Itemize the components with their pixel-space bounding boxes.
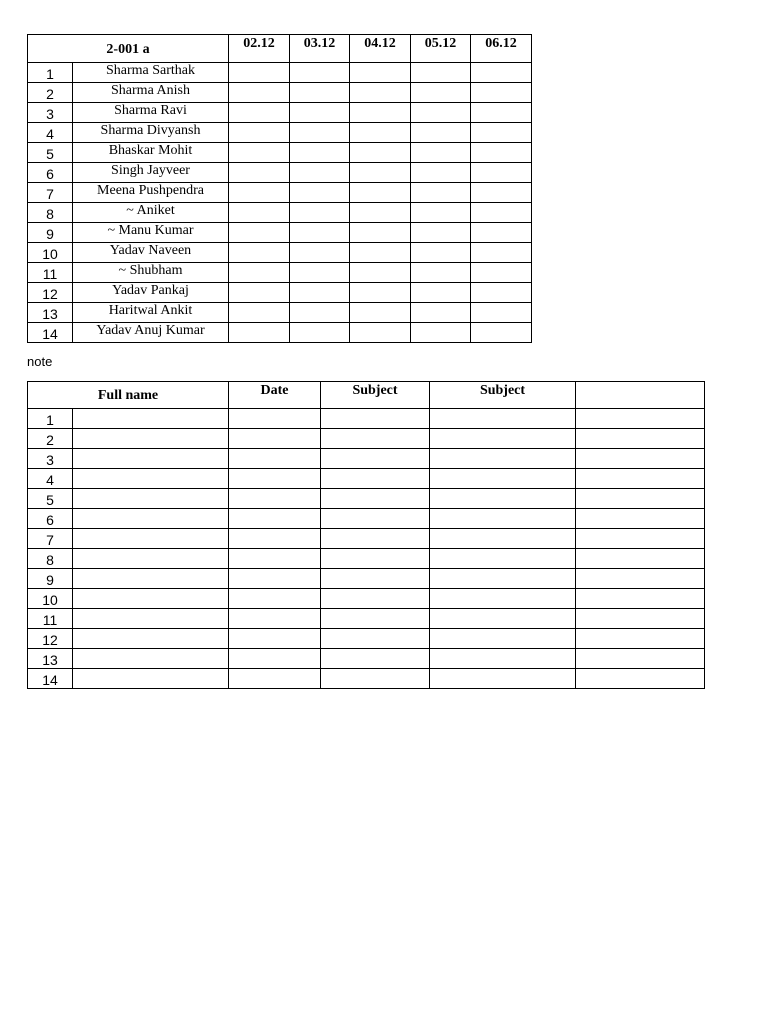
date-column-header: Date [229,382,321,409]
attendance-cell[interactable] [290,83,350,103]
row-number: 1 [28,409,73,429]
row-number: 5 [28,489,73,509]
student-row [28,83,532,103]
student-name: Meena Pushpendra [73,183,229,203]
subject-cell[interactable] [430,649,576,669]
attendance-cell[interactable] [229,263,290,283]
note-label: note [27,354,53,369]
note-row [28,509,705,529]
student-name: Sharma Sarthak [73,63,229,83]
student-row [28,223,532,243]
group-title: 2-001 a [28,35,229,63]
attendance-cell[interactable] [471,283,532,303]
blank-cell[interactable] [576,489,705,509]
attendance-cell[interactable] [350,123,411,143]
row-number: 13 [28,649,73,669]
attendance-cell[interactable] [290,263,350,283]
blank-cell[interactable] [576,469,705,489]
row-number: 6 [28,509,73,529]
date-header: 04.12 [350,35,411,63]
date-cell[interactable] [229,409,321,429]
blank-cell[interactable] [576,529,705,549]
date-header: 03.12 [290,35,350,63]
attendance-cell[interactable] [229,323,290,343]
row-number: 8 [28,203,73,223]
note-row [28,469,705,489]
subject-cell[interactable] [430,669,576,689]
fullname-header: Full name [28,382,229,409]
row-number: 7 [28,183,73,203]
blank-cell[interactable] [576,569,705,589]
subject-cell[interactable] [321,609,430,629]
attendance-cell[interactable] [471,263,532,283]
row-number: 11 [28,263,73,283]
row-number: 6 [28,163,73,183]
subject-cell[interactable] [321,529,430,549]
attendance-cell[interactable] [350,283,411,303]
row-number: 9 [28,223,73,243]
date-header: 05.12 [411,35,471,63]
attendance-cell[interactable] [350,303,411,323]
subject-cell[interactable] [430,409,576,429]
fullname-cell[interactable] [73,629,229,649]
subject-cell[interactable] [430,549,576,569]
date-cell[interactable] [229,629,321,649]
fullname-cell[interactable] [73,409,229,429]
subject-cell[interactable] [430,489,576,509]
student-name: ~ Manu Kumar [73,223,229,243]
row-number: 4 [28,123,73,143]
subject-cell[interactable] [321,549,430,569]
attendance-cell[interactable] [350,223,411,243]
attendance-cell[interactable] [290,203,350,223]
student-row [28,263,532,283]
attendance-cell[interactable] [290,323,350,343]
attendance-cell[interactable] [411,283,471,303]
blank-column-header [576,382,705,409]
date-cell[interactable] [229,449,321,469]
attendance-cell[interactable] [471,303,532,323]
row-number: 11 [28,609,73,629]
fullname-cell[interactable] [73,609,229,629]
attendance-cell[interactable] [411,243,471,263]
note-row [28,629,705,649]
attendance-cell[interactable] [350,163,411,183]
attendance-cell[interactable] [471,103,532,123]
attendance-cell[interactable] [471,163,532,183]
note-row [28,589,705,609]
blank-cell[interactable] [576,609,705,629]
blank-cell[interactable] [576,449,705,469]
fullname-cell[interactable] [73,529,229,549]
attendance-cell[interactable] [471,83,532,103]
row-number: 13 [28,303,73,323]
subject-cell[interactable] [321,469,430,489]
row-number: 2 [28,83,73,103]
subject-cell[interactable] [430,449,576,469]
student-name: Sharma Anish [73,83,229,103]
student-row [28,103,532,123]
date-cell[interactable] [229,669,321,689]
attendance-cell[interactable] [411,63,471,83]
student-row [28,143,532,163]
attendance-cell[interactable] [290,103,350,123]
date-cell[interactable] [229,609,321,629]
student-row [28,183,532,203]
subject-cell[interactable] [430,469,576,489]
student-name: ~ Aniket [73,203,229,223]
subject-cell[interactable] [430,589,576,609]
row-number: 3 [28,103,73,123]
fullname-cell[interactable] [73,469,229,489]
blank-cell[interactable] [576,549,705,569]
attendance-cell[interactable] [229,163,290,183]
fullname-cell[interactable] [73,569,229,589]
student-row [28,303,532,323]
attendance-cell[interactable] [229,143,290,163]
attendance-cell[interactable] [411,83,471,103]
subject-cell[interactable] [321,669,430,689]
blank-cell[interactable] [576,409,705,429]
date-header: 06.12 [471,35,532,63]
attendance-cell[interactable] [350,323,411,343]
blank-cell[interactable] [576,509,705,529]
subject-cell[interactable] [321,629,430,649]
subject-column-header: Subject [430,382,576,409]
attendance-cell[interactable] [229,203,290,223]
attendance-cell[interactable] [411,103,471,123]
student-name: Haritwal Ankit [73,303,229,323]
fullname-cell[interactable] [73,429,229,449]
subject-cell[interactable] [430,429,576,449]
student-name: Bhaskar Mohit [73,143,229,163]
attendance-cell[interactable] [471,223,532,243]
attendance-cell[interactable] [290,163,350,183]
date-cell[interactable] [229,489,321,509]
date-header: 02.12 [229,35,290,63]
note-row [28,549,705,569]
student-row [28,163,532,183]
attendance-cell[interactable] [229,303,290,323]
subject-cell[interactable] [430,609,576,629]
attendance-cell[interactable] [411,323,471,343]
attendance-cell[interactable] [350,183,411,203]
row-number: 2 [28,429,73,449]
row-number: 12 [28,629,73,649]
student-row [28,323,532,343]
note-row [28,429,705,449]
fullname-cell[interactable] [73,589,229,609]
note-row [28,529,705,549]
note-row [28,669,705,689]
row-number: 3 [28,449,73,469]
row-number: 4 [28,469,73,489]
fullname-cell[interactable] [73,649,229,669]
date-cell[interactable] [229,549,321,569]
student-row [28,123,532,143]
attendance-cell[interactable] [411,183,471,203]
row-number: 1 [28,63,73,83]
student-name: Yadav Naveen [73,243,229,263]
attendance-cell[interactable] [471,143,532,163]
row-number: 12 [28,283,73,303]
attendance-cell[interactable] [471,323,532,343]
attendance-cell[interactable] [350,143,411,163]
attendance-cell[interactable] [471,63,532,83]
attendance-cell[interactable] [229,223,290,243]
attendance-cell[interactable] [471,203,532,223]
fullname-cell[interactable] [73,489,229,509]
attendance-cell[interactable] [350,263,411,283]
note-row [28,569,705,589]
attendance-cell[interactable] [411,263,471,283]
attendance-cell[interactable] [290,243,350,263]
attendance-header-row [28,35,532,63]
student-row [28,63,532,83]
date-cell[interactable] [229,429,321,449]
subject-cell[interactable] [430,569,576,589]
student-name: Sharma Divyansh [73,123,229,143]
note-row [28,649,705,669]
row-number: 9 [28,569,73,589]
fullname-cell[interactable] [73,449,229,469]
attendance-cell[interactable] [290,223,350,243]
student-name: Yadav Pankaj [73,283,229,303]
attendance-cell[interactable] [290,63,350,83]
attendance-cell[interactable] [471,123,532,143]
attendance-cell[interactable] [290,123,350,143]
fullname-cell[interactable] [73,669,229,689]
attendance-cell[interactable] [229,283,290,303]
subject-cell[interactable] [321,589,430,609]
note-row [28,409,705,429]
notes-table [27,381,705,689]
date-cell[interactable] [229,509,321,529]
fullname-cell[interactable] [73,549,229,569]
student-row [28,283,532,303]
subject-cell[interactable] [321,429,430,449]
student-name: Yadav Anuj Kumar [73,323,229,343]
attendance-table [27,34,532,343]
attendance-cell[interactable] [229,103,290,123]
attendance-cell[interactable] [290,143,350,163]
subject-cell[interactable] [321,569,430,589]
student-name: Sharma Ravi [73,103,229,123]
row-number: 5 [28,143,73,163]
student-row [28,243,532,263]
student-row [28,203,532,223]
blank-cell[interactable] [576,629,705,649]
subject-cell[interactable] [430,629,576,649]
date-cell[interactable] [229,469,321,489]
attendance-cell[interactable] [411,223,471,243]
subject-cell[interactable] [321,489,430,509]
attendance-cell[interactable] [290,303,350,323]
student-name: ~ Shubham [73,263,229,283]
blank-cell[interactable] [576,429,705,449]
date-cell[interactable] [229,589,321,609]
row-number: 7 [28,529,73,549]
attendance-cell[interactable] [411,303,471,323]
blank-cell[interactable] [576,589,705,609]
attendance-cell[interactable] [229,123,290,143]
attendance-cell[interactable] [229,183,290,203]
attendance-cell[interactable] [411,123,471,143]
attendance-cell[interactable] [411,203,471,223]
row-number: 8 [28,549,73,569]
attendance-cell[interactable] [229,83,290,103]
notes-header-row [28,382,705,409]
subject-cell[interactable] [430,529,576,549]
attendance-cell[interactable] [411,143,471,163]
subject-cell[interactable] [321,649,430,669]
blank-cell[interactable] [576,669,705,689]
fullname-cell[interactable] [73,509,229,529]
note-row [28,449,705,469]
row-number: 10 [28,243,73,263]
subject-cell[interactable] [321,409,430,429]
subject-cell[interactable] [321,509,430,529]
row-number: 14 [28,323,73,343]
attendance-cell[interactable] [290,183,350,203]
attendance-cell[interactable] [350,83,411,103]
row-number: 14 [28,669,73,689]
row-number: 10 [28,589,73,609]
attendance-cell[interactable] [411,163,471,183]
date-cell[interactable] [229,649,321,669]
date-cell[interactable] [229,569,321,589]
attendance-cell[interactable] [350,63,411,83]
subject-column-header: Subject [321,382,430,409]
attendance-cell[interactable] [471,183,532,203]
date-cell[interactable] [229,529,321,549]
attendance-cell[interactable] [290,283,350,303]
attendance-cell[interactable] [229,63,290,83]
subject-cell[interactable] [430,509,576,529]
note-row [28,489,705,509]
student-name: Singh Jayveer [73,163,229,183]
attendance-cell[interactable] [471,243,532,263]
attendance-cell[interactable] [229,243,290,263]
subject-cell[interactable] [321,449,430,469]
note-row [28,609,705,629]
attendance-cell[interactable] [350,203,411,223]
blank-cell[interactable] [576,649,705,669]
attendance-cell[interactable] [350,103,411,123]
attendance-cell[interactable] [350,243,411,263]
